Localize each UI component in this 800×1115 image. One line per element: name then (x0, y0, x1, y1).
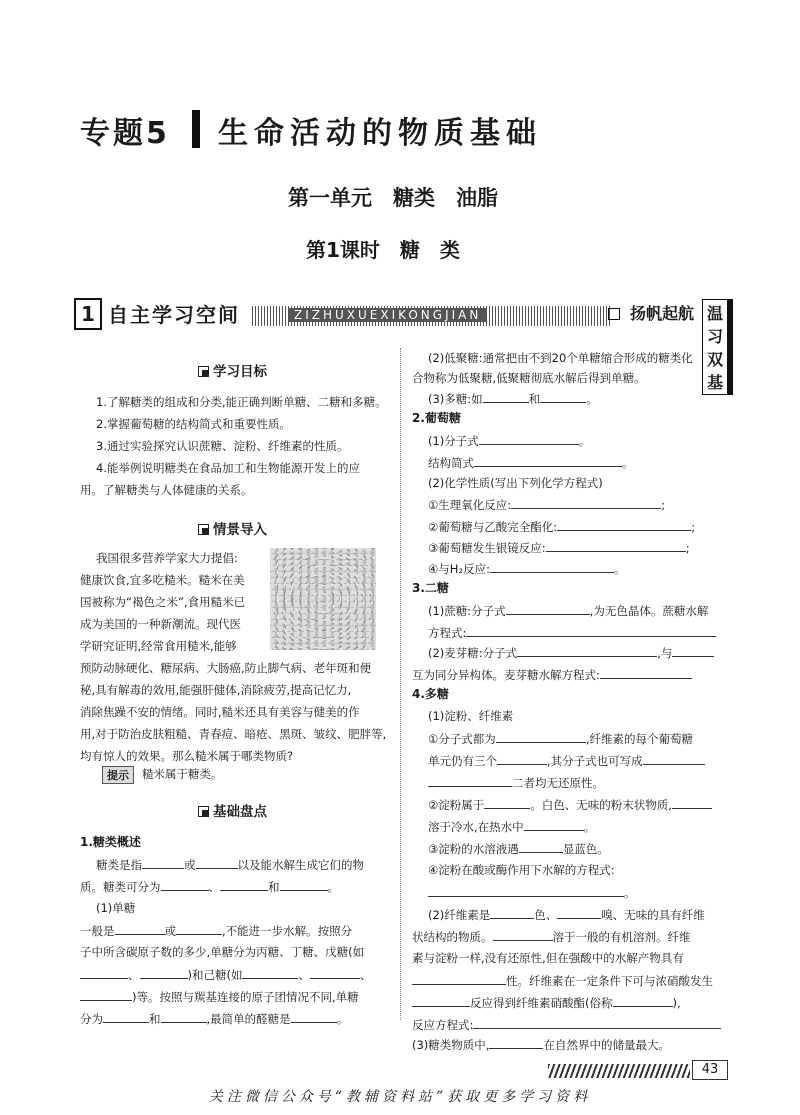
basics-title: 基础盘点 (198, 800, 267, 820)
goal-item: 1.了解糖类的组成和分类,能正确判断单糖、二糖和多糖。 (96, 395, 387, 409)
fill-blank[interactable] (242, 968, 298, 979)
fill-blank[interactable] (557, 908, 601, 919)
fill-blank[interactable] (493, 930, 553, 941)
hint-badge: 提示 (102, 766, 134, 784)
fill-blank[interactable] (613, 996, 673, 1007)
intro-line: 消除焦躁不安的情绪。同时,糙米还具有美容与健美的作 (80, 705, 360, 719)
fill-blank[interactable] (80, 968, 128, 979)
goal-item: 3.通过实验探究认识蔗糖、淀粉、纤维素的性质。 (96, 439, 349, 453)
text-line: (2)化学性质(写出下列化学方程式) (428, 476, 603, 490)
banner-tag1: 扬帆起航 (630, 304, 695, 323)
fill-blank[interactable] (220, 880, 268, 891)
text-line: 反应得到纤维素硝酸酯(俗称 ), (412, 996, 681, 1010)
fill-blank[interactable] (161, 880, 209, 891)
fill-blank[interactable] (496, 732, 586, 743)
intro-line: 我国很多营养学家大力提倡: (96, 551, 238, 565)
banner-tag2: 温习双基 (702, 299, 733, 395)
fill-blank[interactable] (280, 880, 328, 891)
intro-line: 预防动脉硬化、糖尿病、大肠癌,防止脚气病、老年斑和便 (80, 661, 372, 675)
fill-blank[interactable] (557, 520, 691, 531)
topic-label: 专题5 (80, 116, 170, 151)
fill-blank[interactable] (600, 668, 692, 679)
fill-blank[interactable] (196, 858, 238, 869)
fill-blank[interactable] (479, 434, 579, 445)
topic-divider (192, 110, 200, 148)
fill-blank[interactable] (497, 754, 547, 765)
fill-blank[interactable] (546, 541, 686, 552)
text-line: 互为同分异构体。麦芽糖水解方程式: (412, 668, 692, 682)
intro-title: 情景导入 (198, 518, 267, 538)
chapter-title: 生命活动的物质基础 (218, 116, 542, 151)
text-line: (3)糖类物质中, 在自然界中的储量最大。 (412, 1038, 670, 1052)
fill-blank[interactable] (473, 1018, 721, 1029)
fill-blank[interactable] (412, 974, 506, 985)
fill-blank[interactable] (672, 798, 712, 809)
text-line: 溶于冷水,在热水中 。 (428, 820, 596, 834)
text-line: (2)低聚糖:通常把由不到20个单糖缩合形成的糖类化 (428, 351, 693, 365)
fill-blank[interactable] (511, 498, 661, 509)
text-line: 结构简式 。 (428, 456, 634, 470)
text-line: 糖类是指 或 以及能水解生成它们的物 (96, 858, 364, 872)
intro-line: 学研究证明,经常食用糙米,能够 (80, 639, 237, 653)
fill-blank[interactable] (142, 858, 184, 869)
goal-item: 用。了解糖类与人体健康的关系。 (80, 483, 253, 497)
text-line: 反应方程式: (412, 1018, 721, 1032)
page-number-stripe (548, 1064, 690, 1078)
fill-blank[interactable] (517, 646, 657, 657)
text-line: )等。按照与羰基连接的原子团情况不同,单糖 (80, 990, 359, 1004)
fill-blank[interactable] (483, 392, 529, 403)
fill-blank[interactable] (161, 1012, 207, 1023)
text-line: ③淀粉的水溶液遇 显蓝色。 (428, 842, 609, 856)
section-head: 2.葡萄糖 (412, 411, 461, 425)
text-line: 性。纤维素在一定条件下可与浓硝酸发生 (412, 974, 713, 988)
section-head: 1.糖类概述 (80, 835, 141, 849)
page-number: 43 (692, 1060, 728, 1080)
banner-corner-icon (608, 308, 620, 320)
fill-blank[interactable] (489, 1038, 543, 1049)
text-line: ④淀粉在酸或酶作用下水解的方程式: (428, 863, 615, 877)
intro-line: 国被称为“褐色之米”,食用糙米已 (80, 595, 246, 609)
fill-blank[interactable] (103, 1012, 149, 1023)
text-line: 。 (428, 886, 636, 900)
fill-blank[interactable] (490, 908, 534, 919)
banner-number: 1 (74, 298, 102, 330)
fill-blank[interactable] (80, 990, 132, 1001)
fill-blank[interactable] (466, 626, 716, 637)
footer-note: 关注微信公众号“教辅资料站”获取更多学习资料 (208, 1089, 592, 1105)
text-line: (1)单糖 (96, 901, 136, 915)
text-line: ③葡萄糖发生银镜反应: ; (428, 541, 690, 555)
text-line: ②淀粉属于 。白色、无味的粉末状物质, (428, 798, 712, 812)
text-line: ④与H₂反应: 。 (428, 562, 626, 576)
text-line: (2)纤维素是 色、 嗅、无味的具有纤维 (428, 908, 705, 922)
section-box-icon (198, 806, 209, 817)
fill-blank[interactable] (524, 820, 584, 831)
unit-title: 第一单元 糖类 油脂 (288, 186, 498, 210)
banner-pinyin: ZIZHUXUEXIKONGJIAN (288, 308, 487, 322)
hint-text: 糙米属于糖类。 (142, 767, 223, 781)
text-line: 方程式: (428, 626, 716, 640)
text-line: (3)多糖:如 和 。 (428, 392, 598, 406)
goal-item: 2.掌握葡萄糖的结构简式和重要性质。 (96, 417, 291, 431)
goals-title: 学习目标 (198, 360, 267, 380)
text-line: 分为 和 ,最简单的醛糖是 。 (80, 1012, 349, 1026)
text-line: 单元仍有三个 ,其分子式也可写成 (428, 754, 705, 768)
rice-photo (270, 548, 376, 650)
text-line: 子中所含碳原子数的多少,单糖分为丙糖、丁糖、戊糖(如 (80, 945, 365, 959)
intro-line: 均有惊人的效果。那么糙米属于哪类物质? (80, 749, 294, 763)
section-box-icon (198, 524, 209, 535)
text-line: 状结构的物质。 溶于一般的有机溶剂。纤维 (412, 930, 691, 944)
fill-blank[interactable] (412, 996, 470, 1007)
text-line: ①生理氧化反应: ; (428, 498, 666, 512)
text-line: (2)麦芽糖:分子式 ,与 (428, 646, 714, 660)
fill-blank[interactable] (672, 646, 714, 657)
fill-blank[interactable] (115, 924, 165, 935)
text-line: 合物称为低聚糖,低聚糖彻底水解后得到单糖。 (412, 371, 646, 385)
text-line: (1)蔗糖:分子式 ,为无色晶体。蔗糖水解 (428, 604, 709, 618)
text-line: 素与淀粉一样,没有还原性,但在强酸中的水解产物具有 (412, 951, 684, 965)
section-head: 3.二糖 (412, 581, 449, 595)
intro-line: 成为美国的一种新潮流。现代医 (80, 617, 241, 631)
text-line: (1)分子式 。 (428, 434, 591, 448)
text-line: (1)淀粉、纤维素 (428, 709, 514, 723)
fill-blank[interactable] (428, 886, 624, 897)
intro-line: 秘,具有解毒的效用,能强肝健体,消除疲劳,提高记忆力, (80, 683, 352, 697)
intro-line: 健康饮食,宜多吃糙米。糙米在美 (80, 573, 245, 587)
fill-blank[interactable] (519, 842, 563, 853)
text-line: ②葡萄糖与乙酸完全酯化: ; (428, 520, 696, 534)
goal-item: 4.能举例说明糖类在食品加工和生物能源开发上的应 (96, 461, 360, 475)
fill-blank[interactable] (474, 456, 622, 467)
fill-blank[interactable] (484, 798, 530, 809)
fill-blank[interactable] (291, 1012, 337, 1023)
fill-blank[interactable] (506, 604, 590, 615)
fill-blank[interactable] (428, 776, 512, 787)
lesson-title: 第1课时 糖 类 (306, 238, 460, 262)
fill-blank[interactable] (540, 392, 586, 403)
fill-blank[interactable] (176, 924, 222, 935)
section-box-icon (198, 366, 209, 377)
section-head: 4.多糖 (412, 687, 449, 701)
intro-line: 用,对于防治皮肤粗糙、青春痘、暗疮、黑斑、皱纹、肥胖等, (80, 727, 387, 741)
text-line: 二者均无还原性。 (428, 776, 604, 790)
fill-blank[interactable] (490, 562, 614, 573)
text-line: ①分子式都为 ,纤维素的每个葡萄糖 (428, 732, 693, 746)
banner-name: 自主学习空间 (108, 303, 240, 327)
fill-blank[interactable] (643, 754, 705, 765)
fill-blank[interactable] (140, 968, 188, 979)
column-divider (400, 348, 401, 1020)
fill-blank[interactable] (310, 968, 360, 979)
text-line: 、 )和己糖(如 、 、 (80, 968, 371, 982)
text-line: 质。糖类可分为 、 和 。 (80, 880, 339, 894)
text-line: 一般是 或 ,不能进一步水解。按照分 (80, 924, 353, 938)
